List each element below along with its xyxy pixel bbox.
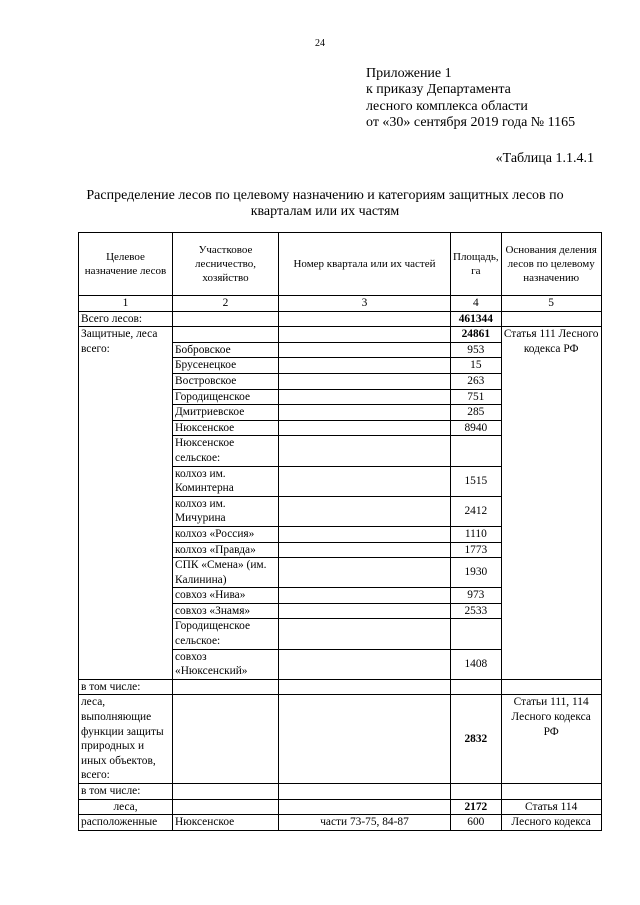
located-row [79, 815, 602, 831]
natural-objects-basis: Статьи 111, 114 Лесного кодекса РФ [501, 695, 601, 784]
appendix-line: Приложение 1 [366, 66, 452, 81]
column-number: 4 [451, 296, 502, 312]
document-title [60, 188, 590, 220]
protective-total: 24861 [451, 327, 502, 343]
area-value: 751 [451, 389, 502, 405]
page-number: 24 [315, 38, 325, 49]
area-value: 1515 [451, 466, 502, 496]
forestry-name: колхоз им. Мичурина [173, 496, 279, 526]
located-total-row [79, 799, 602, 815]
header-purpose: Целевое назначение лесов [79, 233, 173, 296]
total-row [79, 311, 602, 327]
located-basis: Лесного кодекса [501, 815, 601, 831]
forestry-name: Брусенецкое [173, 358, 279, 374]
column-number: 5 [501, 296, 601, 312]
area-value: 8940 [451, 420, 502, 436]
forestry-name: колхоз «Россия» [173, 526, 279, 542]
forestry-name: колхоз им. Коминтерна [173, 466, 279, 496]
appendix-line: лесного комплекса области [366, 98, 528, 114]
column-number-row [79, 296, 602, 312]
forestry-name: совхоз «Знамя» [173, 603, 279, 619]
protective-label: Защитные, леса всего: [79, 327, 173, 680]
including-row [79, 784, 602, 800]
forestry-name: колхоз «Правда» [173, 542, 279, 558]
forestry-name: совхоз «Нюксенский» [173, 649, 279, 679]
title-line: кварталам или их частям [250, 204, 400, 219]
area-value: 285 [451, 405, 502, 421]
column-number: 3 [279, 296, 451, 312]
forestry-name: СПК «Смена» (им. Калинина) [173, 558, 279, 588]
forestry-name: Нюксенское [173, 420, 279, 436]
located-label: леса, [79, 799, 173, 815]
forestry-name: Городищенское сельское: [173, 619, 279, 649]
area-value [451, 436, 502, 466]
header-row [79, 233, 602, 296]
natural-objects-row [79, 695, 602, 784]
column-number: 1 [79, 296, 173, 312]
header-basis: Основания деления лесов по целевому назначению [501, 233, 601, 296]
total-value: 461344 [451, 311, 502, 327]
total-label: Всего лесов: [79, 311, 173, 327]
area-value: 1110 [451, 526, 502, 542]
natural-objects-area: 2832 [451, 695, 502, 784]
appendix-block [366, 66, 575, 132]
including-row [79, 679, 602, 695]
protective-basis: Статья 111 Лесного кодекса РФ [501, 327, 601, 680]
forestry-name: Востровское [173, 373, 279, 389]
located-total: 2172 [451, 799, 502, 815]
forestry-name: Дмитриевское [173, 405, 279, 421]
forestry-name: Нюксенское сельское: [173, 436, 279, 466]
area-value: 2412 [451, 496, 502, 526]
located-basis: Статья 114 [501, 799, 601, 815]
forestry-name: совхоз «Нива» [173, 588, 279, 604]
appendix-line: от «30» сентября 2019 года № 1165 [366, 115, 576, 131]
forestry-name: Бобровское [173, 342, 279, 358]
protective-total-row [79, 327, 602, 343]
located-label: расположенные [79, 815, 173, 831]
column-number: 2 [173, 296, 279, 312]
table-label: «Таблица 1.1.4.1 [495, 151, 594, 166]
forest-distribution-table [78, 232, 602, 831]
area-value: 953 [451, 342, 502, 358]
area-value [451, 619, 502, 649]
quarter-numbers: части 73-75, 84-87 [279, 815, 451, 831]
forestry-name: Нюксенское [173, 815, 279, 831]
area-value: 15 [451, 358, 502, 374]
area-value: 1773 [451, 542, 502, 558]
including-label: в том числе: [79, 679, 173, 695]
forestry-name: Городищенское [173, 389, 279, 405]
including-label: в том числе: [79, 784, 173, 800]
title-line: Распределение лесов по целевому назначению и категориям защитных лесов по [86, 188, 564, 203]
area-value: 263 [451, 373, 502, 389]
header-area: Площадь, га [451, 233, 502, 296]
area-value: 1930 [451, 558, 502, 588]
header-quarter: Номер квартала или их частей [279, 233, 451, 296]
area-value: 973 [451, 588, 502, 604]
area-value: 1408 [451, 649, 502, 679]
appendix-line: к приказу Департамента [366, 82, 511, 98]
area-value: 2533 [451, 603, 502, 619]
area-value: 600 [451, 815, 502, 831]
header-forestry: Участковое лесничество, хозяйство [173, 233, 279, 296]
natural-objects-label: леса, выполняющие функции защиты природных и иных объектов, всего: [79, 695, 173, 784]
